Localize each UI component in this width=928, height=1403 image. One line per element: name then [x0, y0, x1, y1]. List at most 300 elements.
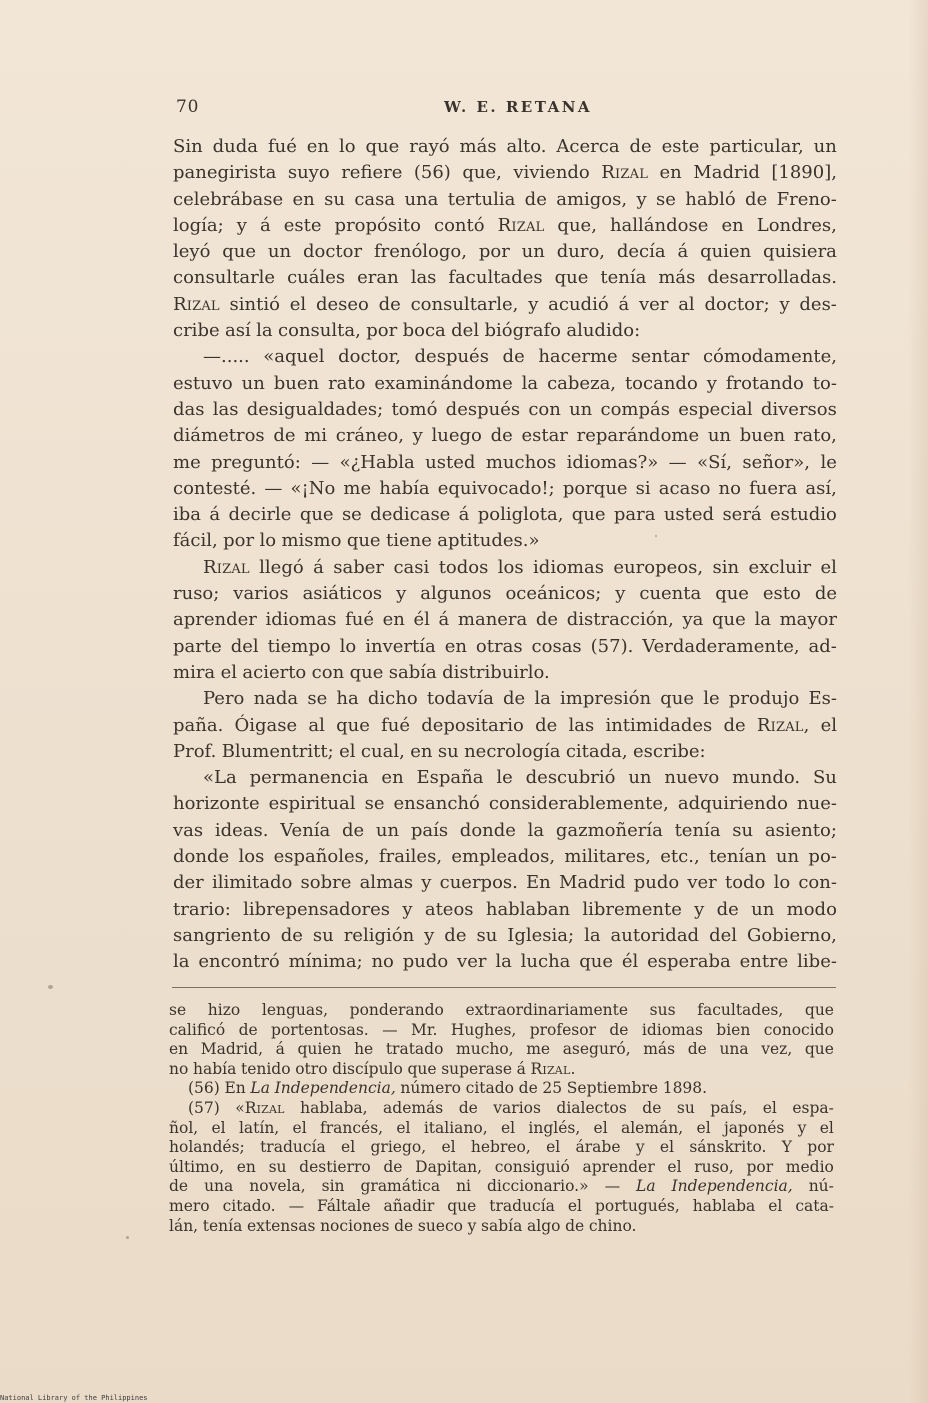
word: citado.: [222, 1196, 276, 1215]
word: y: [412, 425, 423, 447]
word: logía;: [173, 214, 224, 236]
word: des-: [799, 293, 837, 315]
word: duro,: [556, 241, 605, 263]
word: nociones: [320, 1216, 390, 1235]
word: su: [324, 188, 345, 210]
word: mismo: [281, 530, 342, 552]
body-line: [173, 371, 837, 397]
word: autoridad: [610, 924, 700, 946]
word: país,: [710, 1098, 748, 1117]
word: Madrid,: [200, 1040, 263, 1059]
word: un: [775, 846, 800, 868]
word: no: [169, 1059, 189, 1078]
word: distribuirlo.: [442, 661, 550, 683]
word: que: [336, 714, 370, 736]
word: tratado: [385, 1040, 444, 1059]
word: y: [694, 898, 705, 920]
word: «Sí,: [697, 451, 732, 473]
word: encontró: [198, 951, 280, 973]
word: «¿Habla: [339, 451, 415, 473]
body-line: [173, 634, 837, 660]
word: sueco: [417, 1216, 463, 1235]
word: quien: [297, 1040, 342, 1059]
word: que: [715, 583, 749, 605]
word: porque: [562, 477, 628, 499]
word: se: [341, 504, 362, 526]
word: superase: [441, 1059, 513, 1078]
word: que: [349, 661, 384, 683]
word: horizonte: [173, 793, 260, 815]
body-line: [173, 818, 837, 844]
word: en: [410, 740, 433, 762]
word: el: [820, 714, 837, 736]
word: nuevo: [664, 767, 720, 789]
footnote-line: [169, 1079, 834, 1099]
word: se: [307, 688, 328, 710]
word: la: [173, 951, 190, 973]
word: y: [636, 188, 647, 210]
word: no: [718, 477, 741, 499]
word: —: [264, 477, 283, 499]
word: tomó: [391, 398, 438, 420]
word: —: [382, 1020, 398, 1039]
word: había: [192, 1059, 237, 1078]
word: nue-: [797, 793, 837, 815]
word: acierto: [242, 661, 307, 683]
word: y: [467, 1216, 477, 1235]
word: que,: [557, 214, 597, 236]
word: todos: [438, 556, 489, 578]
word: nada: [253, 688, 299, 710]
word: refiere: [341, 162, 403, 184]
word: último,: [169, 1157, 225, 1176]
word: de: [273, 425, 296, 447]
word: estudio: [770, 504, 837, 526]
word: leyó: [173, 241, 211, 263]
word: todo: [724, 872, 766, 894]
word: una: [404, 188, 439, 210]
word: ponderando: [349, 1001, 444, 1019]
body-line: [173, 713, 837, 739]
word: japonés: [723, 1118, 785, 1137]
word: Gobierno,: [746, 924, 837, 946]
word: ya: [682, 609, 704, 631]
word: hacerme: [538, 346, 618, 368]
word: quien: [700, 241, 752, 263]
body-line: [173, 581, 837, 607]
word: lo: [259, 530, 277, 552]
body-line: [173, 791, 837, 817]
word: lo: [773, 872, 791, 894]
word: he: [354, 1040, 374, 1059]
word: así,: [805, 477, 837, 499]
word: Sin: [173, 136, 203, 157]
word: si: [635, 477, 651, 499]
word: Fáltale: [317, 1196, 371, 1215]
word: se: [655, 188, 676, 210]
word: paña.: [173, 714, 224, 736]
word: por: [746, 1157, 774, 1176]
word: trario:: [173, 898, 231, 920]
word: vez,: [761, 1040, 793, 1059]
word: llegó: [259, 556, 304, 578]
paper-speck: [48, 985, 53, 989]
word: por: [807, 1138, 834, 1157]
word: suyo: [287, 162, 330, 184]
body-line: [173, 844, 837, 870]
word: holandés;: [169, 1138, 245, 1157]
word: un: [375, 819, 400, 841]
word: profesor: [529, 1020, 596, 1039]
word: que: [407, 1059, 437, 1078]
word: ad-: [808, 635, 837, 657]
word: su: [268, 1157, 287, 1176]
word: permanencia: [249, 767, 369, 789]
word: para: [613, 504, 656, 526]
word: Su: [812, 767, 837, 789]
word: diámetros: [173, 425, 265, 447]
word: adquiriendo: [677, 793, 788, 815]
word: donde: [459, 819, 516, 841]
word: de: [518, 1079, 538, 1098]
word: po-: [808, 846, 837, 868]
word: —.....: [203, 346, 250, 368]
word: dedicase: [370, 504, 451, 526]
word: pudo: [633, 872, 680, 894]
word: ilimitado: [211, 872, 293, 894]
word: un: [628, 767, 652, 789]
word: esperaba: [647, 951, 731, 973]
word: considerablemente,: [488, 793, 669, 815]
word: que: [804, 1001, 834, 1019]
word: fuera: [749, 477, 798, 499]
word: un: [521, 241, 545, 263]
page-number: 70: [176, 97, 200, 117]
word: que: [299, 504, 334, 526]
word: almas: [359, 872, 414, 894]
body-line: [173, 870, 837, 896]
footnote-line: [169, 1001, 834, 1021]
word: Rizal: [203, 556, 250, 578]
word: fácil,: [173, 530, 218, 552]
word: más: [658, 267, 696, 289]
word: descubrió: [525, 767, 616, 789]
word: los: [238, 846, 265, 868]
word: que: [222, 241, 257, 263]
word: cual,: [360, 740, 405, 762]
word: sánskrito.: [689, 1138, 767, 1157]
word: había: [379, 477, 430, 499]
word: citada,: [565, 740, 628, 762]
body-line: [173, 686, 837, 712]
word: que: [660, 688, 695, 710]
word: extensas: [246, 1216, 316, 1235]
footnote-line: [169, 1197, 834, 1217]
word: y: [615, 583, 626, 605]
word: españoles,: [273, 846, 370, 868]
word: el: [500, 1118, 516, 1137]
word: Y: [781, 1138, 792, 1157]
body-line: [173, 660, 837, 686]
word: (56): [413, 162, 451, 184]
word: tocando: [624, 372, 698, 394]
word: las: [568, 714, 595, 736]
word: (57).: [590, 635, 634, 657]
word: 25: [542, 1079, 563, 1098]
word: que: [365, 136, 400, 157]
word: inglés,: [528, 1118, 581, 1137]
word: un: [813, 136, 837, 157]
word: de: [535, 609, 559, 631]
word: además: [383, 1098, 444, 1117]
word: que: [712, 609, 746, 631]
word: fué: [381, 714, 410, 736]
body-line: [173, 528, 837, 554]
digitization-credit: National Library of the Philippines: [0, 1394, 148, 1402]
word: país: [410, 819, 449, 841]
body-line: [173, 187, 837, 213]
body-line: [173, 213, 837, 239]
word: traducía: [260, 1138, 326, 1157]
word: ni: [456, 1177, 472, 1196]
word: aptitudes.»: [437, 530, 540, 552]
word: lenguas,: [261, 1001, 329, 1019]
word: que,: [462, 162, 502, 184]
word: diccionario.»: [487, 1177, 589, 1196]
word: acaso: [658, 477, 711, 499]
word: y: [396, 583, 407, 605]
word: después: [414, 346, 489, 368]
word: cómodamente,: [702, 346, 837, 368]
word: los: [497, 556, 524, 578]
word: Blumentritt;: [221, 740, 334, 762]
word: añadir: [383, 1196, 435, 1215]
word: consulta,: [278, 320, 361, 342]
word: «¡No: [290, 477, 336, 499]
word: de: [444, 924, 467, 946]
word: otro: [295, 1059, 328, 1078]
body-line: [173, 897, 837, 923]
word: su: [676, 1098, 695, 1117]
word: —: [604, 1177, 621, 1196]
word: donde: [173, 846, 230, 868]
word: y: [402, 898, 413, 920]
word: y: [706, 372, 717, 394]
word: ruso,: [694, 1157, 734, 1176]
word: ateos: [424, 898, 474, 920]
word: destierro: [299, 1157, 371, 1176]
word: etc.,: [660, 846, 700, 868]
word: que: [579, 951, 614, 973]
word: intimidades: [605, 714, 713, 736]
word: consiguió: [494, 1157, 570, 1176]
word: empleados,: [451, 846, 556, 868]
word: necrología: [464, 740, 561, 762]
word: hablaba,: [300, 1098, 368, 1117]
word: de: [342, 819, 365, 841]
word: por: [366, 320, 398, 342]
footnote-line: [169, 1158, 834, 1178]
word: cuenta: [639, 583, 702, 605]
word: contesté.: [173, 477, 257, 499]
word: que: [346, 530, 381, 552]
word: estuvo: [173, 372, 233, 394]
word: y: [528, 293, 539, 315]
word: iba: [173, 504, 202, 526]
word: el: [819, 1118, 834, 1137]
word: por: [478, 241, 510, 263]
word: ha: [336, 688, 359, 710]
word: propósito: [334, 214, 421, 236]
word: un: [241, 372, 265, 394]
word: ver: [638, 293, 669, 315]
word: de: [503, 688, 526, 710]
word: la: [527, 819, 545, 841]
word: la: [754, 609, 771, 631]
word: chino.: [588, 1216, 637, 1235]
word: árabe: [575, 1138, 621, 1157]
word: tenido: [240, 1059, 291, 1078]
word: el: [593, 1118, 608, 1137]
word: las: [212, 398, 239, 420]
word: saber: [333, 556, 385, 578]
body-line: [173, 450, 837, 476]
word: modo: [786, 898, 837, 920]
word: Madrid: [558, 872, 626, 894]
word: en: [444, 635, 467, 657]
word: el: [667, 1157, 682, 1176]
word: ensanchó: [393, 793, 480, 815]
word: mundo.: [732, 767, 801, 789]
word: hallándose: [609, 214, 709, 236]
word: sabía: [481, 1216, 523, 1235]
word: esto: [762, 583, 801, 605]
running-title: W. E. RETANA: [444, 98, 593, 116]
word: amigos,: [556, 188, 628, 210]
word: á: [677, 241, 689, 263]
word: der: [173, 872, 204, 894]
word: un: [751, 898, 775, 920]
word: en: [306, 136, 330, 157]
word: se: [364, 793, 385, 815]
word: rato,: [793, 425, 837, 447]
word: frotando: [725, 372, 804, 394]
word: cuáles: [287, 267, 346, 289]
body-line: [173, 265, 837, 291]
word: que: [571, 504, 606, 526]
word: el: [396, 1118, 411, 1137]
word: algo: [527, 1216, 561, 1235]
word: y: [779, 293, 790, 315]
word: frenólogo,: [373, 241, 467, 263]
footnote-line: [169, 1177, 834, 1197]
word: 1898.: [662, 1079, 708, 1098]
word: Acerca: [556, 136, 620, 157]
word: tenía: [202, 1216, 243, 1235]
word: el: [292, 1118, 307, 1137]
word: biógrafo: [484, 320, 561, 342]
word: su: [312, 924, 334, 946]
word: á: [313, 556, 324, 578]
word: libe-: [797, 951, 837, 973]
word: cráneo,: [335, 425, 404, 447]
word: de: [524, 188, 547, 210]
word: algunos: [420, 583, 492, 605]
word: acudió: [548, 293, 609, 315]
word: será: [722, 504, 762, 526]
word: de: [723, 714, 746, 736]
word: portugués,: [594, 1196, 680, 1215]
word: y: [236, 214, 247, 236]
footnotes: [169, 1001, 834, 1236]
word: doctor;: [704, 293, 770, 315]
word: hebreo,: [470, 1138, 531, 1157]
body-line: [173, 239, 837, 265]
body-line: [173, 397, 837, 423]
word: libremente: [582, 898, 682, 920]
word: estar: [521, 425, 568, 447]
word: diversos: [760, 398, 837, 420]
word: portentosas.: [271, 1020, 369, 1039]
word: rato: [328, 372, 366, 394]
word: excluir: [748, 556, 812, 578]
word: después: [445, 398, 521, 420]
word: consultarle: [173, 267, 276, 289]
word: en: [292, 188, 315, 210]
word: señor»,: [742, 451, 811, 473]
word: ruso;: [173, 583, 220, 605]
footnote-line: [169, 1099, 834, 1119]
body-line: [173, 423, 837, 449]
word: reparándome: [576, 425, 700, 447]
word: gramática: [360, 1177, 441, 1196]
footnote-line: [169, 1021, 834, 1041]
word: decirle: [228, 504, 292, 526]
word: [1890],: [771, 162, 837, 184]
word: Verdaderamente,: [642, 635, 800, 657]
word: en: [381, 767, 404, 789]
word: en: [659, 162, 682, 184]
word: idiomas: [265, 609, 337, 631]
word: un: [707, 425, 732, 447]
word: en: [236, 1157, 256, 1176]
word: él: [413, 609, 430, 631]
word: buen: [273, 372, 320, 394]
word: en: [169, 1040, 189, 1059]
body-line: [173, 134, 837, 160]
word: el: [820, 556, 837, 578]
word: religión: [343, 924, 415, 946]
word: mi: [304, 425, 328, 447]
word: doctor: [302, 241, 363, 263]
word: desigualdades;: [246, 398, 384, 420]
body-line: [173, 502, 837, 528]
word: él: [621, 951, 639, 973]
word: usted: [663, 504, 715, 526]
word: Iglesia;: [507, 924, 575, 946]
word: europeos,: [613, 556, 704, 578]
word: «aquel: [263, 346, 325, 368]
word: de: [378, 293, 401, 315]
word: Rizal: [601, 162, 649, 184]
word: que: [554, 267, 589, 289]
word: la: [534, 688, 551, 710]
word: buen: [739, 425, 786, 447]
word: oceánicos;: [505, 583, 602, 605]
word: el: [768, 1196, 783, 1215]
body-line: [173, 923, 837, 949]
word: con: [311, 661, 345, 683]
